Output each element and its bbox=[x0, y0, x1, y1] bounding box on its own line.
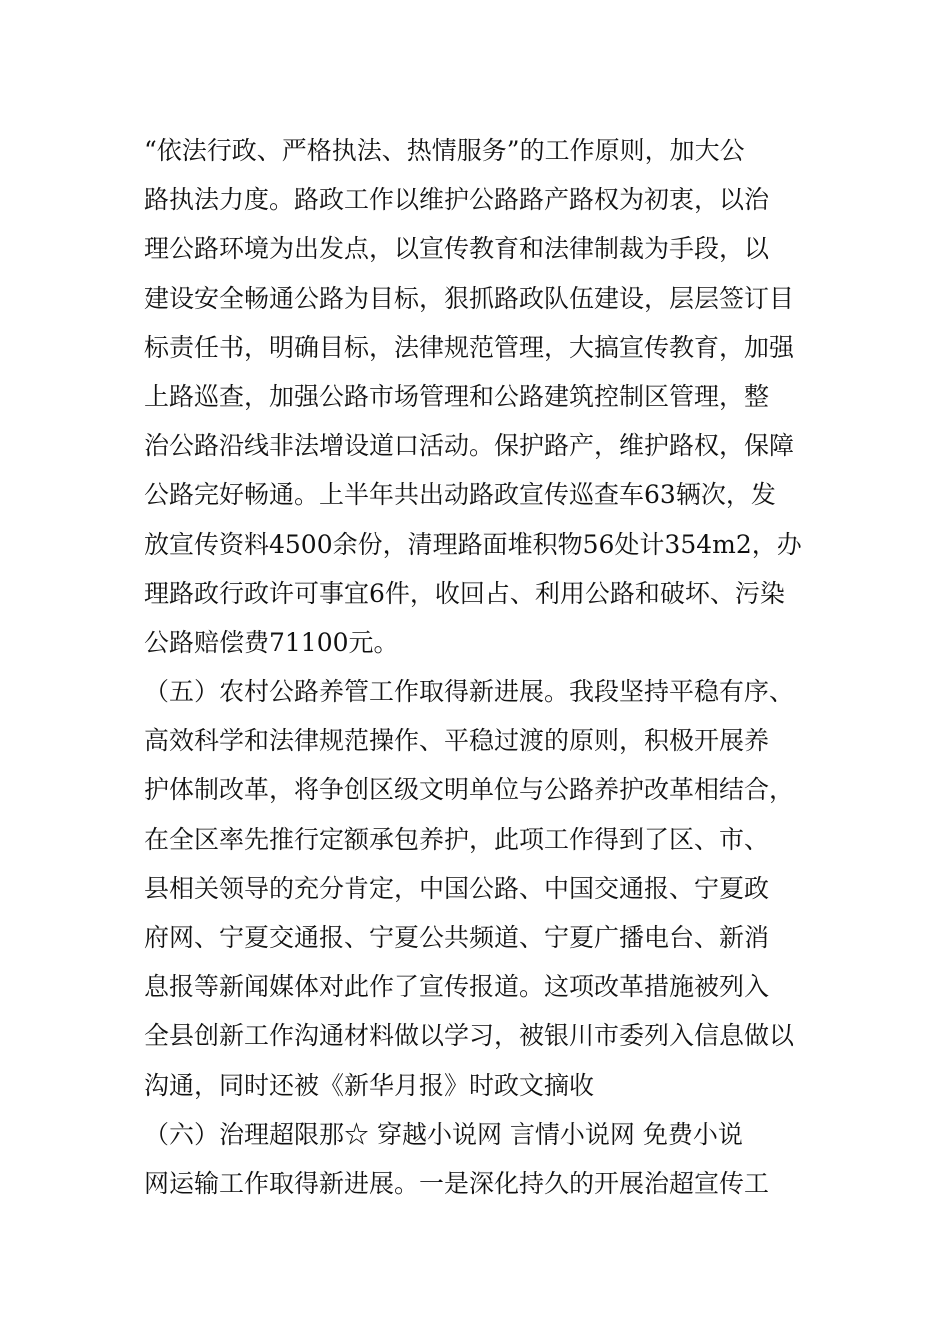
text-line-4: 建设安全畅通公路为目标，狠抓路政队伍建设，层层签订目 bbox=[144, 283, 795, 313]
text-line-14: 护体制改革，将争创区级文明单位与公路养护改革相结合， bbox=[144, 775, 795, 805]
text-line-18: 息报等新闻媒体对此作了宣传报道。这项改革措施被列入 bbox=[144, 972, 770, 1002]
text-line-6: 上路巡查，加强公路市场管理和公路建筑控制区管理，整 bbox=[144, 381, 770, 411]
text-line-3: 理公路环境为出发点，以宣传教育和法律制裁为手段，以 bbox=[144, 234, 770, 264]
text-line-19: 全县创新工作沟通材料做以学习，被银川市委列入信息做以 bbox=[144, 1021, 795, 1051]
text-line-1: “依法行政、严格执法、热情服务”的工作原则，加大公 bbox=[144, 136, 745, 165]
text-line-21: （六）治理超限那☆ 穿越小说网 言情小说网 免费小说 bbox=[144, 1119, 743, 1149]
text-line-20: 沟通，同时还被《新华月报》时政文摘收 bbox=[144, 1070, 595, 1100]
text-line-16: 县相关领导的充分肯定，中国公路、中国交通报、宁夏政 bbox=[144, 873, 770, 903]
text-line-13: 高效科学和法律规范操作、平稳过渡的原则，积极开展养 bbox=[144, 726, 770, 756]
text-line-17: 府网、宁夏交通报、宁夏公共频道、宁夏广播电台、新消 bbox=[144, 923, 770, 952]
text-line-11: 公路赔偿费71100元。 bbox=[144, 627, 399, 657]
text-line-10: 理路政行政许可事宜6件，收回占、利用公路和破坏、污染 bbox=[144, 578, 785, 608]
text-line-9: 放宣传资料4500余份，清理路面堆积物56处计354m2，办 bbox=[144, 529, 802, 559]
text-line-12: （五）农村公路养管工作取得新进展。我段坚持平稳有序、 bbox=[144, 677, 795, 707]
text-line-7: 治公路沿线非法增设道口活动。保护路产，维护路权，保障 bbox=[144, 431, 795, 461]
text-line-15: 在全区率先推行定额承包养护，此项工作得到了区、市、 bbox=[144, 824, 770, 854]
text-line-8: 公路完好畅通。上半年共出动路政宣传巡查车63辆次，发 bbox=[144, 480, 776, 510]
text-line-2: 路执法力度。路政工作以维护公路路产路权为初衷，以治 bbox=[144, 185, 770, 215]
body-text bbox=[144, 126, 804, 1208]
text-line-22: 网运输工作取得新进展。一是深化持久的开展治超宣传工 bbox=[144, 1168, 770, 1198]
text-line-5: 标责任书，明确目标，法律规范管理，大搞宣传教育，加强 bbox=[144, 332, 795, 362]
